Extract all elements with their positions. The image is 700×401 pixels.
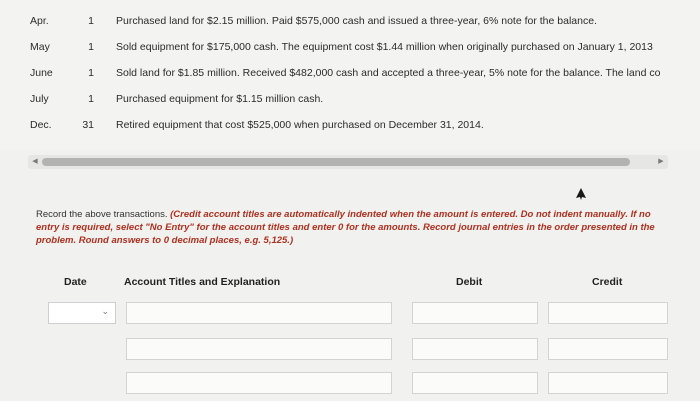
account-title-field[interactable] bbox=[126, 338, 392, 360]
account-title-input[interactable] bbox=[127, 340, 391, 360]
transaction-description: Sold land for $1.85 million. Received $482,000 cash and accepted a three-year, 5% note for the balance. The land co bbox=[116, 67, 661, 79]
credit-field[interactable] bbox=[548, 338, 668, 360]
transaction-day: 1 bbox=[88, 41, 94, 53]
transaction-description: Purchased land for $2.15 million. Paid $575,000 cash and issued a three-year, 6% note for the balance. bbox=[116, 15, 597, 27]
transaction-row bbox=[0, 115, 700, 135]
account-title-input[interactable] bbox=[127, 304, 391, 324]
scroll-right-icon[interactable]: ▶ bbox=[658, 158, 664, 165]
debit-input[interactable] bbox=[413, 304, 537, 324]
credit-field[interactable] bbox=[548, 372, 668, 394]
debit-input[interactable] bbox=[413, 374, 537, 394]
journal-row bbox=[40, 300, 670, 328]
header-credit: Credit bbox=[592, 276, 623, 288]
transaction-month: June bbox=[30, 67, 53, 79]
account-title-field[interactable] bbox=[126, 372, 392, 394]
transaction-row bbox=[0, 37, 700, 57]
transaction-row bbox=[0, 63, 700, 83]
account-title-field[interactable] bbox=[126, 302, 392, 324]
transaction-month: Apr. bbox=[30, 15, 49, 27]
instructions-emphasis: (Credit account titles are automatically indented when the amount is entered. Do not indent manually. If no entry is required, select "No Entry" for the account titles and enter 0 for the amounts. Record journal entries in the order presented in the problem. Round answers to 0 decimal places, e.g. 5,125.) bbox=[36, 209, 655, 246]
transaction-month: May bbox=[30, 41, 50, 53]
transaction-description: Purchased equipment for $1.15 million cash. bbox=[116, 93, 324, 105]
transaction-day: 1 bbox=[88, 67, 94, 79]
instructions-lead: Record the above transactions. bbox=[36, 209, 171, 220]
transaction-day: 1 bbox=[88, 93, 94, 105]
credit-input[interactable] bbox=[549, 374, 667, 394]
transaction-row bbox=[0, 11, 700, 31]
horizontal-scrollbar[interactable] bbox=[28, 155, 668, 169]
credit-input[interactable] bbox=[549, 304, 667, 324]
transactions-list bbox=[0, 0, 700, 150]
debit-field[interactable] bbox=[412, 302, 538, 324]
journal-row bbox=[40, 336, 670, 364]
account-title-input[interactable] bbox=[127, 374, 391, 394]
header-account-titles: Account Titles and Explanation bbox=[124, 276, 281, 288]
header-date: Date bbox=[64, 276, 87, 288]
transaction-month: Dec. bbox=[30, 119, 52, 131]
date-select[interactable] bbox=[48, 302, 116, 324]
mouse-cursor-icon bbox=[576, 188, 586, 200]
transaction-day: 1 bbox=[88, 15, 94, 27]
debit-field[interactable] bbox=[412, 372, 538, 394]
transaction-row bbox=[0, 89, 700, 109]
transaction-month: July bbox=[30, 93, 49, 105]
chevron-down-icon[interactable]: ⌄ bbox=[101, 306, 109, 316]
debit-field[interactable] bbox=[412, 338, 538, 360]
scrollbar-thumb[interactable] bbox=[42, 158, 630, 166]
instructions-text bbox=[36, 208, 666, 247]
transaction-description: Retired equipment that cost $525,000 when purchased on December 31, 2014. bbox=[116, 119, 484, 131]
scroll-left-icon[interactable]: ◀ bbox=[32, 158, 38, 165]
credit-input[interactable] bbox=[549, 340, 667, 360]
journal-row bbox=[40, 370, 670, 398]
credit-field[interactable] bbox=[548, 302, 668, 324]
journal-header bbox=[36, 270, 676, 294]
transaction-description: Sold equipment for $175,000 cash. The equipment cost $1.44 million when originally purchased on January 1, 2013 bbox=[116, 41, 653, 53]
transaction-day: 31 bbox=[82, 119, 94, 131]
debit-input[interactable] bbox=[413, 340, 537, 360]
header-debit: Debit bbox=[456, 276, 483, 288]
